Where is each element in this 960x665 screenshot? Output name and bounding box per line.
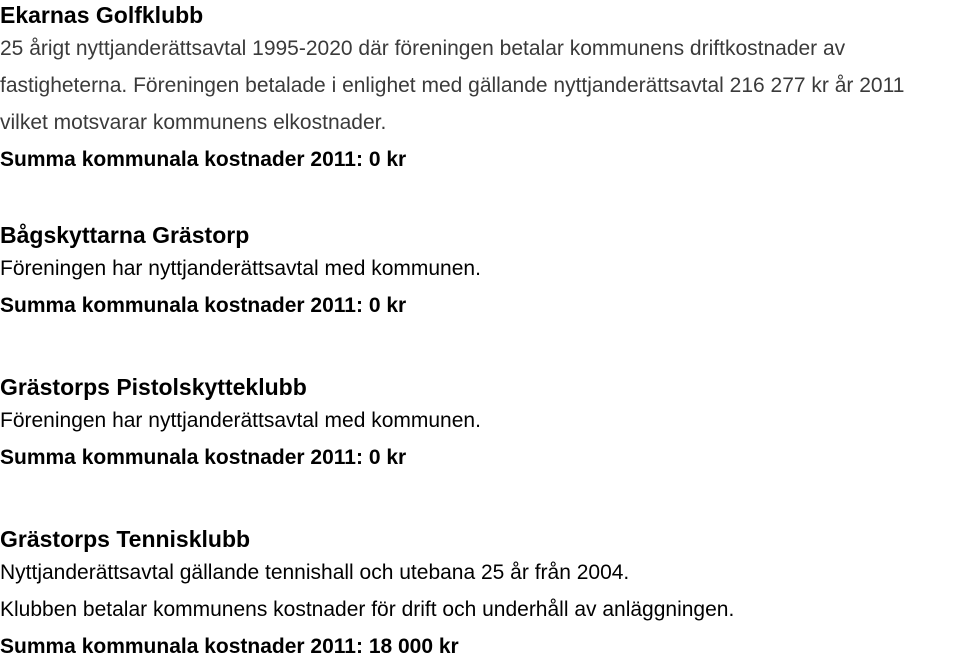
- section-grastorps-pistolskytteklubb: [0, 372, 952, 476]
- section-bagskyttarna-grastorp: [0, 220, 952, 324]
- section-body-line: Klubben betalar kommunens kostnader för drift och underhåll av anläggningen.: [0, 598, 735, 621]
- section-total: Summa kommunala kostnader 2011: 18 000 kr: [0, 635, 459, 658]
- section-grastorps-tennisklubb: [0, 524, 952, 665]
- section-total: Summa kommunala kostnader 2011: 0 kr: [0, 148, 407, 171]
- section-body: 25 årigt nyttjanderättsavtal 1995-2020 där föreningen betalar kommunens driftkostnader av fastigheterna. Föreningen betalade i enlighet med gällande nyttjanderättsavtal 216 277 kr år 2011 vilket motsvarar kommunens elkostnader.: [0, 37, 905, 134]
- section-body: Föreningen har nyttjanderättsavtal med kommunen.: [0, 409, 481, 432]
- section-title: Grästorps Pistolskytteklubb: [0, 374, 307, 400]
- section-ekarnas-golfklubb: [0, 0, 952, 178]
- section-body-line: Nyttjanderättsavtal gällande tennishall och utebana 25 år från 2004.: [0, 561, 630, 584]
- section-total: Summa kommunala kostnader 2011: 0 kr: [0, 446, 407, 469]
- section-title: Ekarnas Golfklubb: [0, 2, 204, 28]
- section-title: Grästorps Tennisklubb: [0, 526, 251, 552]
- section-title: Bågskyttarna Grästorp: [0, 222, 250, 248]
- section-body: Föreningen har nyttjanderättsavtal med kommunen.: [0, 257, 481, 280]
- section-total: Summa kommunala kostnader 2011: 0 kr: [0, 294, 407, 317]
